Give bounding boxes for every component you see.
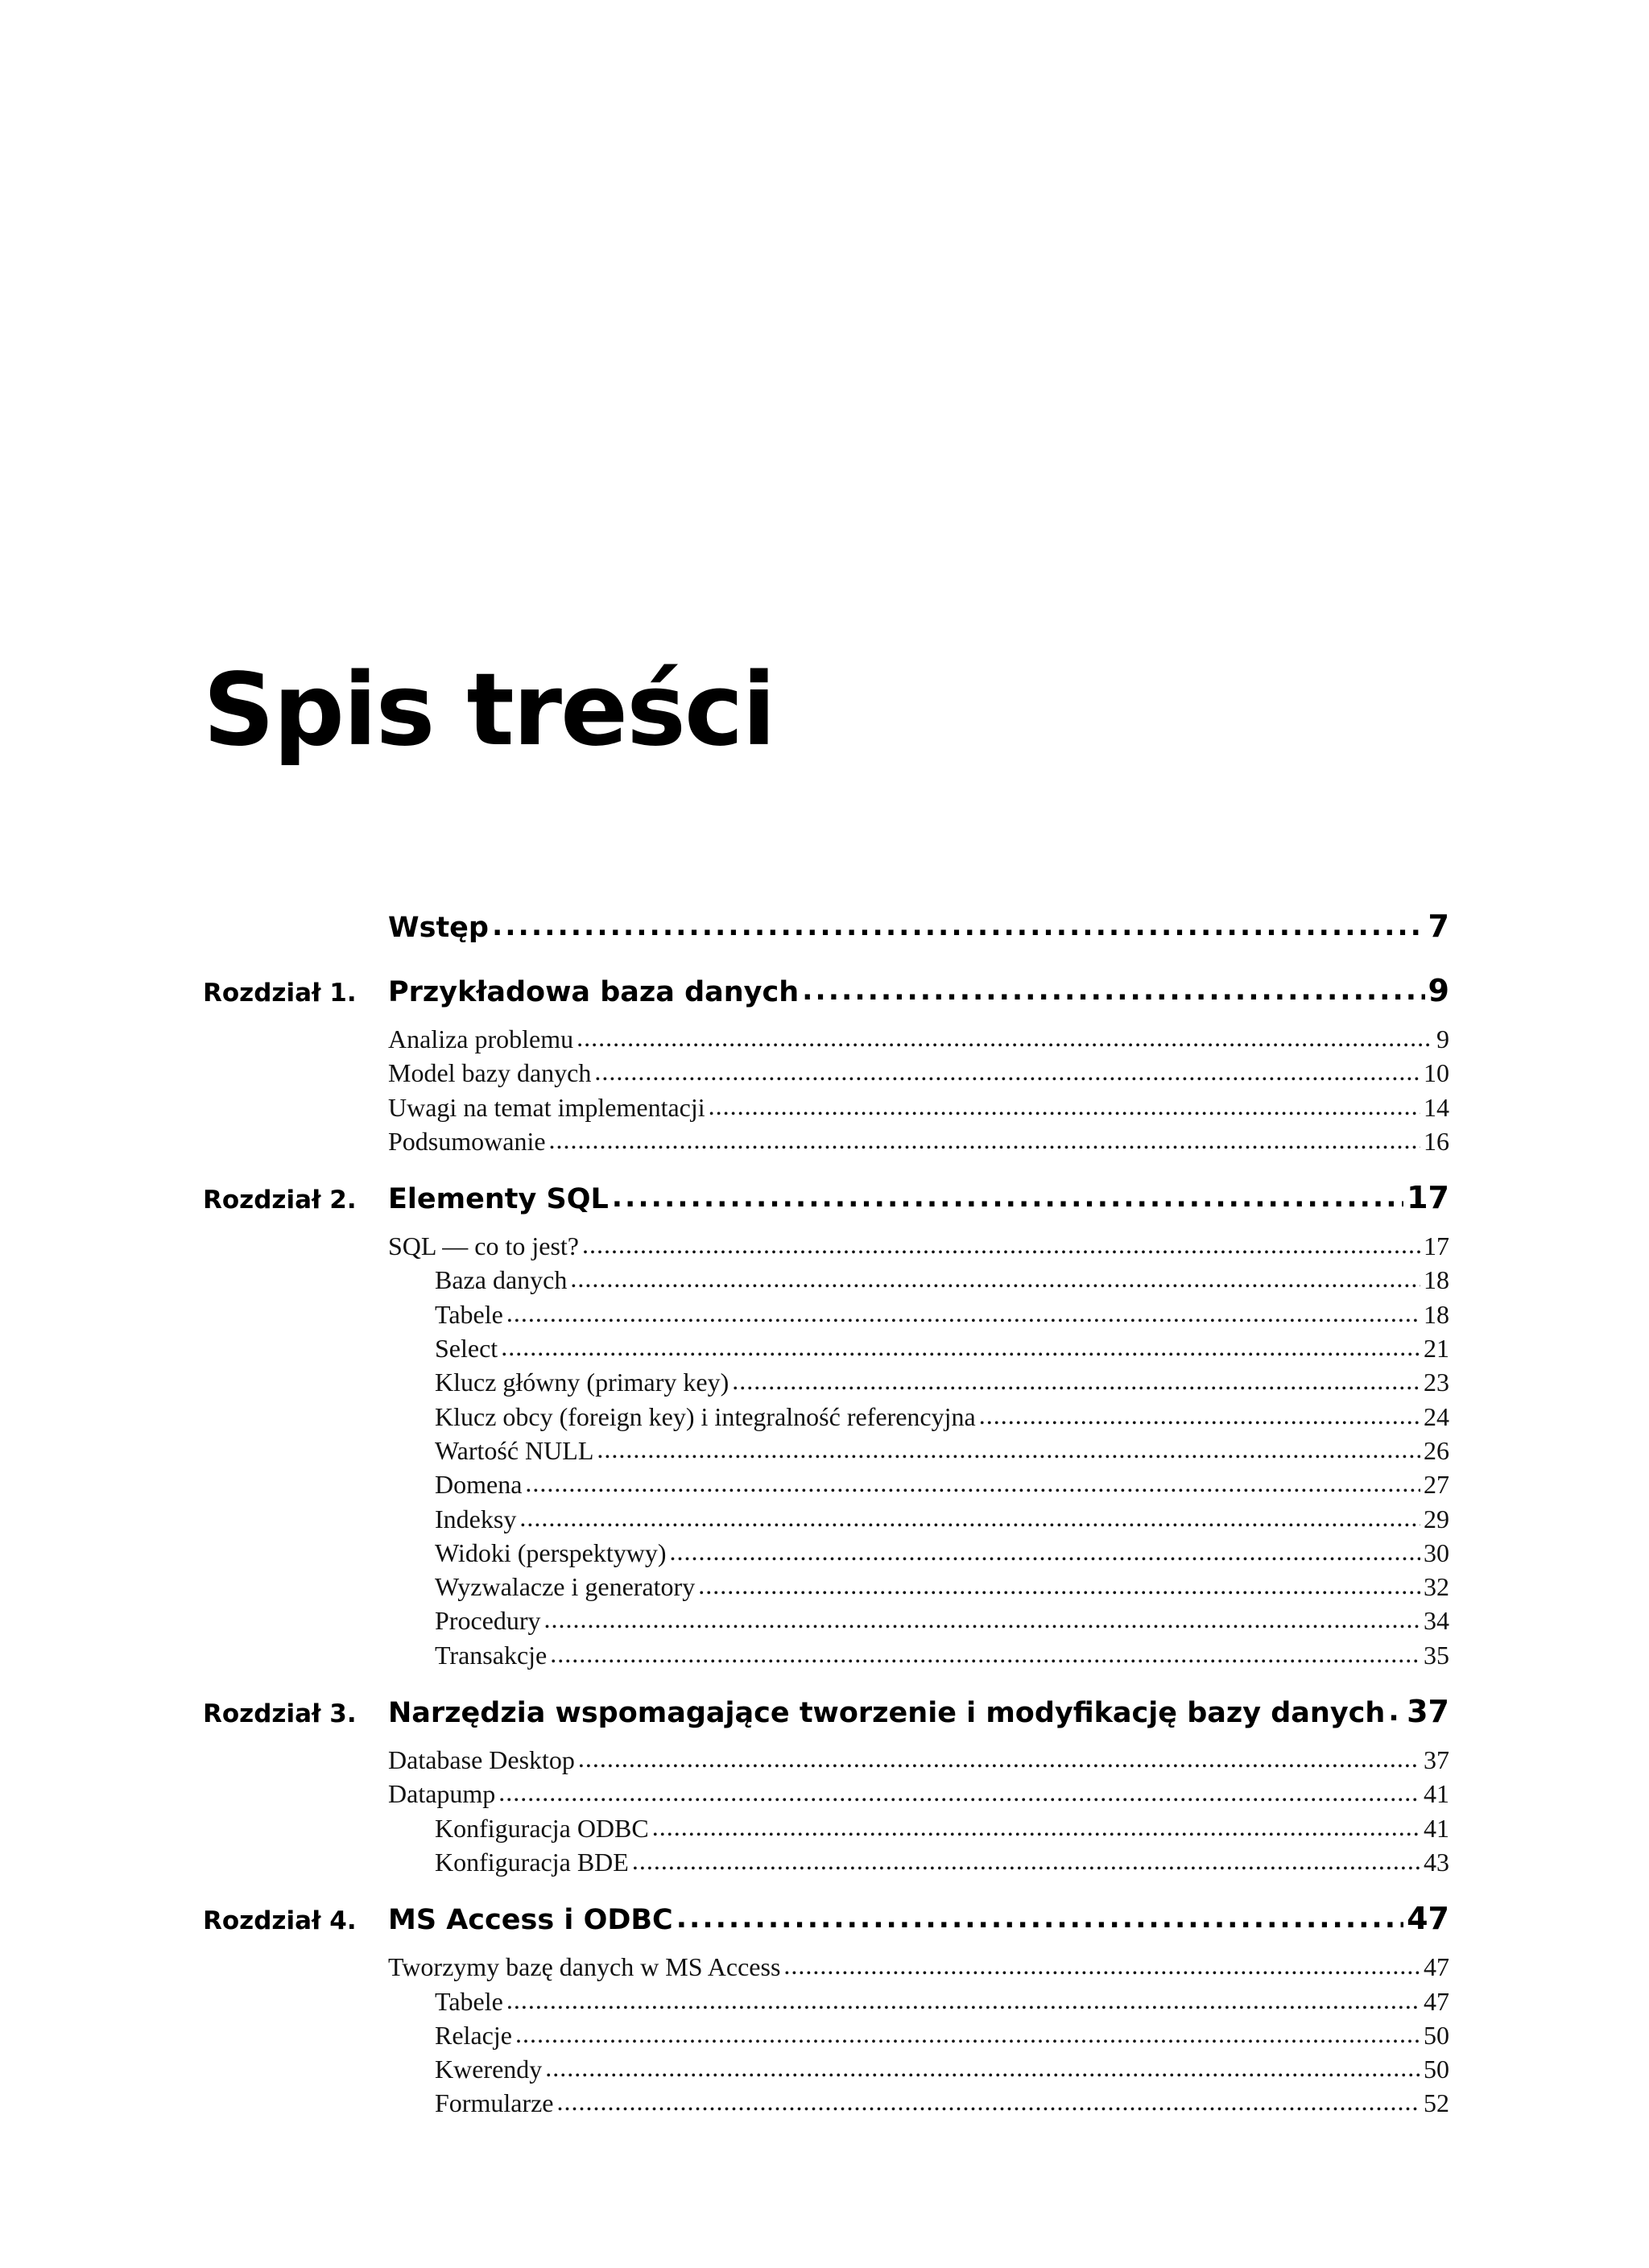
dot-leader [492,910,1425,942]
entry-title-line [388,1368,1449,1397]
toc-entry-row[interactable] [203,1334,1449,1368]
toc-entry-row[interactable] [203,1606,1449,1640]
toc-entry-row[interactable] [203,1814,1449,1848]
entry-title-line [388,1402,1449,1432]
entry-title: Klucz obcy (foreign key) i integralność referencyjna [435,1401,976,1431]
entry-page-number: 52 [1424,2088,1449,2118]
entry-page-number: 41 [1424,1779,1449,1809]
dot-leader [698,1571,1420,1600]
dot-leader [557,2087,1421,2117]
entry-title: Datapump [388,1779,496,1809]
toc-entry-row[interactable] [203,1848,1449,1881]
entry-title: Kwerendy [435,2055,543,2084]
toc-chapter-row[interactable] [203,973,1449,1018]
chapter-title: MS Access i ODBC [388,1904,673,1937]
chapter-page-number: 7 [1428,908,1449,944]
entry-title-line [388,1538,1449,1568]
entry-title: Analiza problemu [388,1024,574,1053]
entry-title-line [388,1745,1449,1775]
dot-leader [544,1604,1420,1634]
entry-title: Model bazy danych [388,1058,592,1088]
entry-title-line [388,2021,1449,2051]
dot-leader [594,1057,1420,1086]
dot-leader [519,1503,1420,1533]
entry-title-line [388,1058,1449,1088]
entry-page-number: 17 [1424,1231,1449,1261]
chapter-title: Przykładowa baza danych [388,976,800,1008]
toc-entry-row[interactable] [203,1368,1449,1401]
chapter-page-number: 47 [1407,1901,1449,1937]
entry-title: Uwagi na temat implementacji [388,1092,705,1122]
entry-title: Konfiguracja ODBC [435,1813,649,1843]
toc-entry-row[interactable] [203,1470,1449,1504]
toc-chapter-row[interactable] [203,1901,1449,1946]
toc-entry-row[interactable] [203,1504,1449,1538]
dot-leader [550,1639,1420,1669]
toc-chapter-group [203,908,1449,954]
toc-entry-row[interactable] [203,1987,1449,2021]
chapter-title-line [388,1694,1449,1729]
chapter-label: Rozdział 1. [203,979,357,1008]
entry-title: Widoki (perspektywy) [435,1538,667,1567]
toc-chapter-row[interactable] [203,1694,1449,1739]
entry-title-line [388,1334,1449,1364]
entry-page-number: 18 [1424,1299,1449,1329]
entry-page-number: 26 [1424,1435,1449,1465]
entry-page-number: 35 [1424,1640,1449,1670]
dot-leader [545,2053,1420,2083]
entry-title: Tabele [435,1986,503,2016]
page-title: Spis treści [203,652,775,768]
dot-leader [783,1951,1420,1980]
dot-leader [577,1023,1433,1053]
toc-entry-row[interactable] [203,1127,1449,1161]
entry-page-number: 50 [1424,2020,1449,2050]
entry-title-line [388,1093,1449,1123]
chapter-title: Narzędzia wspomagające tworzenie i modyfikację bazy danych [388,1697,1386,1730]
entry-title-line [388,1848,1449,1877]
dot-leader [612,1182,1403,1214]
entry-title-line [388,1952,1449,1982]
entry-title-line [388,1572,1449,1602]
chapter-label: Rozdział 2. [203,1186,357,1215]
entry-page-number: 34 [1424,1606,1449,1636]
entry-page-number: 32 [1424,1572,1449,1602]
entry-title: SQL — co to jest? [388,1231,579,1261]
dot-leader [979,1401,1420,1430]
entry-title: Indeksy [435,1504,517,1533]
entry-page-number: 47 [1424,1986,1449,2016]
toc-chapter-group [203,1901,1449,2122]
entry-page-number: 10 [1424,1058,1449,1088]
dot-leader [709,1091,1420,1121]
entry-page-number: 29 [1424,1504,1449,1533]
entry-title: Procedury [435,1606,541,1636]
toc-entry-row[interactable] [203,1572,1449,1606]
dot-leader [578,1744,1420,1773]
dot-leader [501,1332,1420,1362]
chapter-title-line [388,908,1449,944]
entry-page-number: 14 [1424,1092,1449,1122]
dot-leader [676,1902,1403,1935]
entry-title-line [388,1436,1449,1466]
toc-entry-row[interactable] [203,1402,1449,1436]
entry-title: Wartość NULL [435,1435,594,1465]
entry-page-number: 9 [1436,1024,1449,1053]
dot-leader [670,1537,1420,1566]
entry-title-line [388,1779,1449,1809]
entry-page-number: 21 [1424,1334,1449,1364]
toc-chapter-group [203,973,1449,1161]
entry-title: Klucz główny (primary key) [435,1368,729,1397]
entry-page-number: 41 [1424,1813,1449,1843]
toc-entry-row[interactable] [203,1952,1449,1986]
entry-title-line [388,1606,1449,1636]
entry-title: Tabele [435,1299,503,1329]
dot-leader [525,1468,1420,1498]
entry-page-number: 24 [1424,1401,1449,1431]
chapter-page-number: 9 [1428,973,1449,1008]
dot-leader [570,1264,1420,1293]
entry-title-line [388,1987,1449,2017]
toc-entry-row[interactable] [203,2088,1449,2122]
entry-page-number: 23 [1424,1368,1449,1397]
entry-title-line [388,1265,1449,1295]
entry-title: Podsumowanie [388,1126,546,1156]
dot-leader [506,1298,1420,1328]
entry-page-number: 16 [1424,1126,1449,1156]
toc-entry-row[interactable] [203,1231,1449,1265]
toc-entry-row[interactable] [203,1538,1449,1572]
entry-page-number: 47 [1424,1952,1449,1982]
entry-title: Tworzymy bazę danych w MS Access [388,1952,781,1982]
toc-entry-row[interactable] [203,1265,1449,1299]
entry-title-line [388,1127,1449,1157]
entry-page-number: 43 [1424,1847,1449,1877]
dot-leader [1388,1695,1403,1728]
entry-title-line [388,2088,1449,2118]
entry-title: Relacje [435,2020,512,2050]
dot-leader [515,2019,1420,2049]
toc-chapter-group [203,1180,1449,1674]
entry-title-line [388,1504,1449,1534]
entry-page-number: 37 [1424,1745,1449,1775]
toc-entry-row[interactable] [203,2055,1449,2088]
dot-leader [652,1812,1420,1842]
dot-leader [498,1778,1420,1807]
entry-page-number: 30 [1424,1538,1449,1567]
entry-title: Select [435,1334,498,1364]
chapter-page-number: 37 [1407,1694,1449,1730]
table-of-contents [203,908,1449,2142]
toc-entry-row[interactable] [203,1641,1449,1674]
entry-title-line [388,1470,1449,1500]
dot-leader [597,1434,1420,1464]
toc-entry-row[interactable] [203,1300,1449,1334]
toc-chapter-row[interactable] [203,908,1449,954]
dot-leader [802,975,1424,1007]
entry-title: Konfiguracja BDE [435,1847,629,1877]
entry-title: Database Desktop [388,1745,575,1775]
chapter-title: Elementy SQL [388,1183,609,1216]
entry-title: Formularze [435,2088,554,2118]
entry-title-line [388,1814,1449,1844]
entry-title-line [388,1641,1449,1670]
entry-page-number: 27 [1424,1470,1449,1500]
toc-chapter-row[interactable] [203,1180,1449,1225]
entry-page-number: 50 [1424,2055,1449,2084]
toc-entry-row[interactable] [203,1779,1449,1813]
dot-leader [549,1125,1420,1155]
entry-title-line [388,1300,1449,1330]
dot-leader [582,1230,1420,1260]
chapter-label: Rozdział 3. [203,1699,357,1729]
toc-entry-row[interactable] [203,1093,1449,1127]
toc-chapter-group [203,1694,1449,1881]
toc-entry-row[interactable] [203,1436,1449,1470]
toc-entry-row[interactable] [203,1745,1449,1779]
chapter-title-line [388,973,1449,1008]
chapter-title-line [388,1180,1449,1215]
entry-title: Wyzwalacze i generatory [435,1572,696,1602]
entry-title: Transakcje [435,1640,548,1670]
entry-title: Baza danych [435,1265,568,1295]
entry-title-line [388,1231,1449,1261]
chapter-label: Rozdział 4. [203,1906,357,1936]
entry-title: Domena [435,1470,523,1500]
chapter-title-line [388,1901,1449,1936]
dot-leader [732,1366,1420,1396]
toc-entry-row[interactable] [203,1058,1449,1092]
toc-entry-row[interactable] [203,1024,1449,1058]
chapter-page-number: 17 [1407,1180,1449,1216]
entry-page-number: 18 [1424,1265,1449,1295]
dot-leader [506,1985,1420,2015]
toc-entry-row[interactable] [203,2021,1449,2055]
dot-leader [632,1846,1420,1876]
chapter-title: Wstęp [388,912,489,944]
entry-title-line [388,2055,1449,2084]
entry-title-line [388,1024,1449,1054]
